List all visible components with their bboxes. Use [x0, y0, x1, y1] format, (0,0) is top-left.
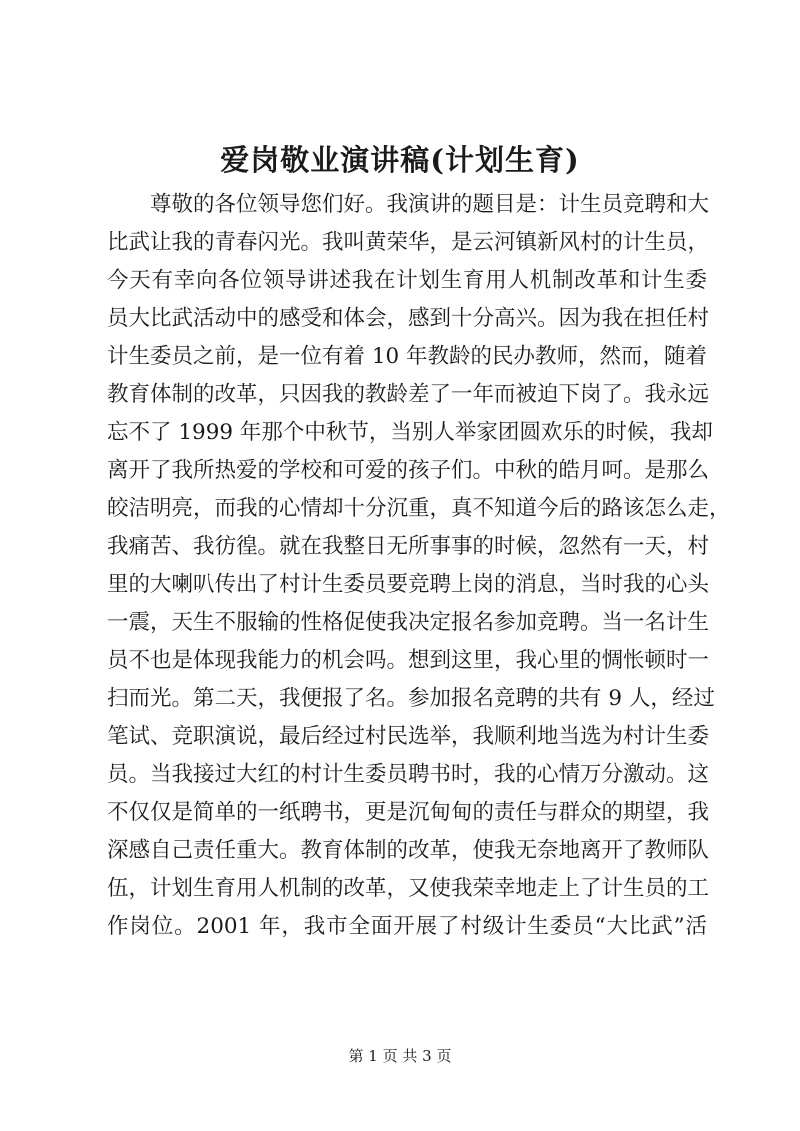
- body-line: 教育体制的改革，只因我的教龄差了一年而被迫下岗了。我永远: [107, 382, 710, 407]
- body-line: 忘不了 1999 年那个中秋节，当别人举家团圆欢乐的时候，我却: [107, 420, 713, 445]
- body-line: 员。当我接过大红的村计生委员聘书时，我的心情万分激动。这: [107, 762, 710, 787]
- body-line: 一震，天生不服输的性格促使我决定报名参加竞聘。当一名计生: [107, 610, 710, 635]
- body-line: 作岗位。2001 年，我市全面开展了村级计生委员“大比武”活: [107, 914, 707, 939]
- document-title: 爱岗敬业演讲稿(计划生育): [220, 143, 580, 177]
- body-line: 扫而光。第二天，我便报了名。参加报名竞聘的共有 9 人，经过: [107, 686, 715, 711]
- body-line: 里的大喇叭传出了村计生委员要竞聘上岗的消息，当时我的心头: [107, 572, 710, 597]
- body-line: 今天有幸向各位领导讲述我在计划生育用人机制改革和计生委: [107, 268, 707, 293]
- body-line: 员不也是体现我能力的机会吗。想到这里，我心里的惆怅顿时一: [107, 648, 710, 673]
- body-line: 深感自己责任重大。教育体制的改革，使我无奈地离开了教师队: [107, 838, 710, 863]
- body-line: 皎洁明亮，而我的心情却十分沉重，真不知道今后的路该怎么走，: [107, 496, 731, 521]
- body-line: 笔试、竞职演说，最后经过村民选举，我顺利地当选为村计生委: [107, 724, 710, 749]
- body-line: 员大比武活动中的感受和体会，感到十分高兴。因为我在担任村: [107, 306, 710, 331]
- body-line: 离开了我所热爱的学校和可爱的孩子们。中秋的皓月呵。是那么: [107, 458, 710, 483]
- document-body: [107, 186, 731, 946]
- body-line: 不仅仅是简单的一纸聘书，更是沉甸甸的责任与群众的期望，我: [107, 800, 710, 825]
- body-line: 比武让我的青春闪光。我叫黄荣华，是云河镇新风村的计生员，: [107, 230, 710, 255]
- body-line: 我痛苦、我彷徨。就在我整日无所事事的时候，忽然有一天，村: [107, 534, 710, 559]
- body-line: 尊敬的各位领导您们好。我演讲的题目是：计生员竞聘和大: [150, 192, 710, 217]
- body-line: 计生委员之前，是一位有着 10 年教龄的民办教师，然而，随着: [107, 344, 708, 369]
- body-line: 伍，计划生育用人机制的改革，又使我荣幸地走上了计生员的工: [107, 876, 710, 901]
- page-footer: 第 1 页 共 3 页: [348, 1047, 452, 1065]
